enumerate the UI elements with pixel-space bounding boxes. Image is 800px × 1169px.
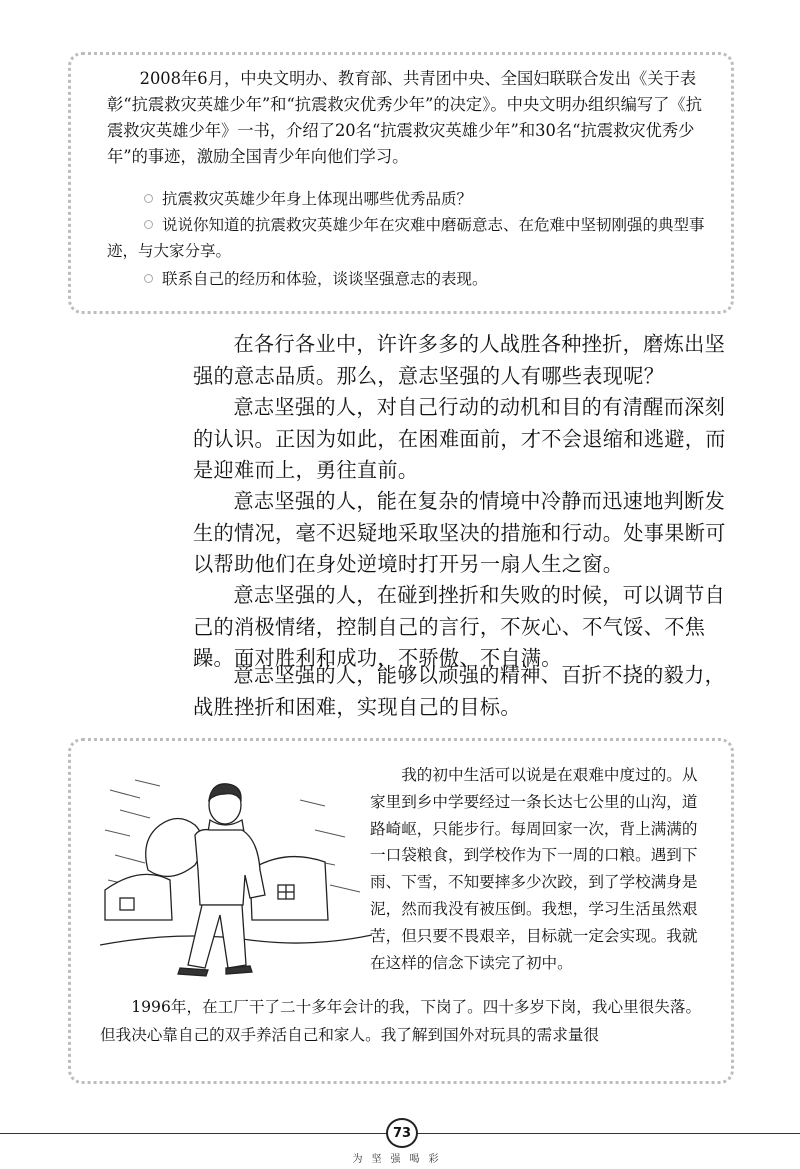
body-paragraph: 在各行各业中，许许多多的人战胜各种挫折，磨炼出坚强的意志品质。那么，意志坚强的人有哪些表现呢？ xyxy=(193,332,726,388)
discussion-question: 联系自己的经历和体验，谈谈坚强意志的表现。 xyxy=(107,266,707,292)
discussion-intro: 2008年6月，中央文明办、教育部、共青团中央、全国妇联联合发出《关于表彰“抗震救灾英雄少年”和“抗震救灾优秀少年”的决定》。中央文明办组织编写了《抗震救灾英雄少年》一书，介绍了20名“抗震救灾英雄少年”和30名“抗震救灾优秀少年”的事迹，激励全国青少年向他们学习。 xyxy=(107,69,702,166)
running-title: 为坚强喝彩 xyxy=(352,1154,448,1165)
discussion-question: 抗震救灾英雄少年身上体现出哪些优秀品质？ xyxy=(107,186,707,212)
bullet-circle-icon xyxy=(144,194,153,203)
snow-walker-illustration xyxy=(100,770,372,985)
story-paragraph: 我的初中生活可以说是在艰难中度过的。从家里到乡中学要经过一条长达七公里的山沟，道路崎岖，只能步行。每周回家一次，背上满满的一口袋粮食，到学校作为下一周的口粮。遇到下雨、下雪，不知要摔多少次跤，到了学校满身是泥，然而我没有被压倒。我想，学习生活虽然艰苦，但只要不畏艰辛，目标就一定会实现。我就在这样的信念下读完了初中。 xyxy=(370,766,698,972)
story-paragraph-continued: 1996年，在工厂干了二十多年会计的我，下岗了。四十多岁下岗，我心里很失落。但我决心靠自己的双手养活自己和家人。我了解到国外对玩具的需求量很 xyxy=(100,998,702,1044)
discussion-question: 说说你知道的抗震救灾英雄少年在灾难中磨砺意志、在危难中坚韧刚强的典型事迹，与大家分享。 xyxy=(107,216,705,260)
page-number: 73 xyxy=(386,1118,418,1148)
bullet-circle-icon xyxy=(144,274,153,283)
body-paragraph: 意志坚强的人，能够以顽强的精神、百折不挠的毅力，战胜挫折和困难，实现自己的目标。 xyxy=(193,663,726,719)
bullet-circle-icon xyxy=(144,220,153,229)
body-paragraph: 意志坚强的人，在碰到挫折和失败的时候，可以调节自己的消极情绪，控制自己的言行，不灰心、不气馁、不焦躁。面对胜利和成功，不骄傲、不自满。 xyxy=(193,583,726,670)
body-paragraph: 意志坚强的人，能在复杂的情境中冷静而迅速地判断发生的情况，毫不迟疑地采取坚决的措施和行动。处事果断可以帮助他们在身处逆境时打开另一扇人生之窗。 xyxy=(193,489,726,576)
body-paragraph: 意志坚强的人，对自己行动的动机和目的有清醒而深刻的认识。正因为如此，在困难面前，才不会退缩和逃避，而是迎难而上，勇往直前。 xyxy=(193,395,726,482)
